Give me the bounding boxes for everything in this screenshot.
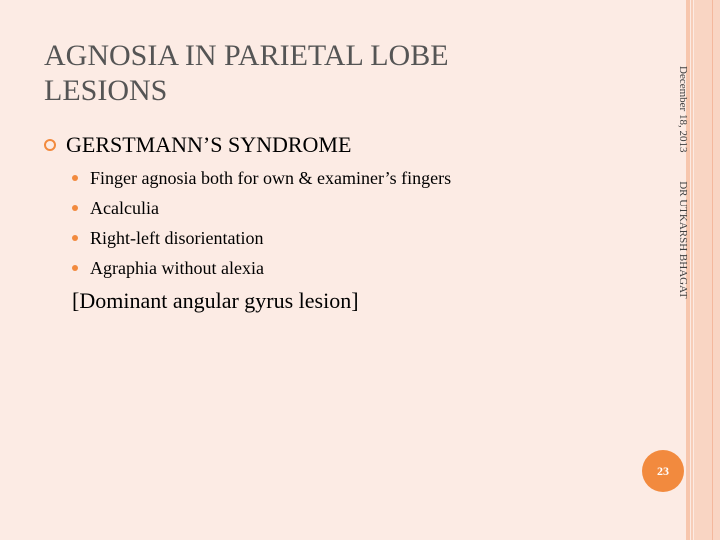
dot-bullet-icon — [72, 235, 78, 241]
sub-bullet-list — [72, 166, 451, 286]
side-author: DR UTKARSH BHAGAT — [677, 181, 689, 299]
decorative-stripe — [691, 0, 693, 540]
list-item-text: Right-left disorientation — [90, 228, 264, 248]
side-footer — [658, 66, 690, 366]
lesion-note: [Dominant angular gyrus lesion] — [72, 288, 359, 313]
title-line-1: AGNOSIA IN PARIETAL LOBE — [44, 39, 449, 72]
list-item — [72, 226, 451, 256]
slide-title — [44, 38, 644, 108]
dot-bullet-icon — [72, 265, 78, 271]
page-number-badge: 23 — [642, 450, 684, 492]
list-item-text: Acalculia — [90, 198, 159, 218]
side-date: December 18, 2013 — [677, 66, 689, 153]
title-line-2: LESIONS — [44, 74, 168, 107]
list-item — [72, 196, 451, 226]
list-item-text: Agraphia without alexia — [90, 258, 264, 278]
dot-bullet-icon — [72, 205, 78, 211]
list-item — [72, 256, 451, 286]
main-bullet-text: GERSTMANN’S SYNDROME — [66, 132, 352, 157]
list-item-text: Finger agnosia both for own & examiner’s fingers — [90, 168, 452, 188]
main-bullet — [44, 132, 351, 158]
list-item — [72, 166, 451, 196]
dot-bullet-icon — [72, 175, 78, 181]
ring-bullet-icon — [44, 139, 56, 151]
decorative-stripe — [694, 0, 720, 540]
decorative-stripe — [712, 0, 713, 540]
